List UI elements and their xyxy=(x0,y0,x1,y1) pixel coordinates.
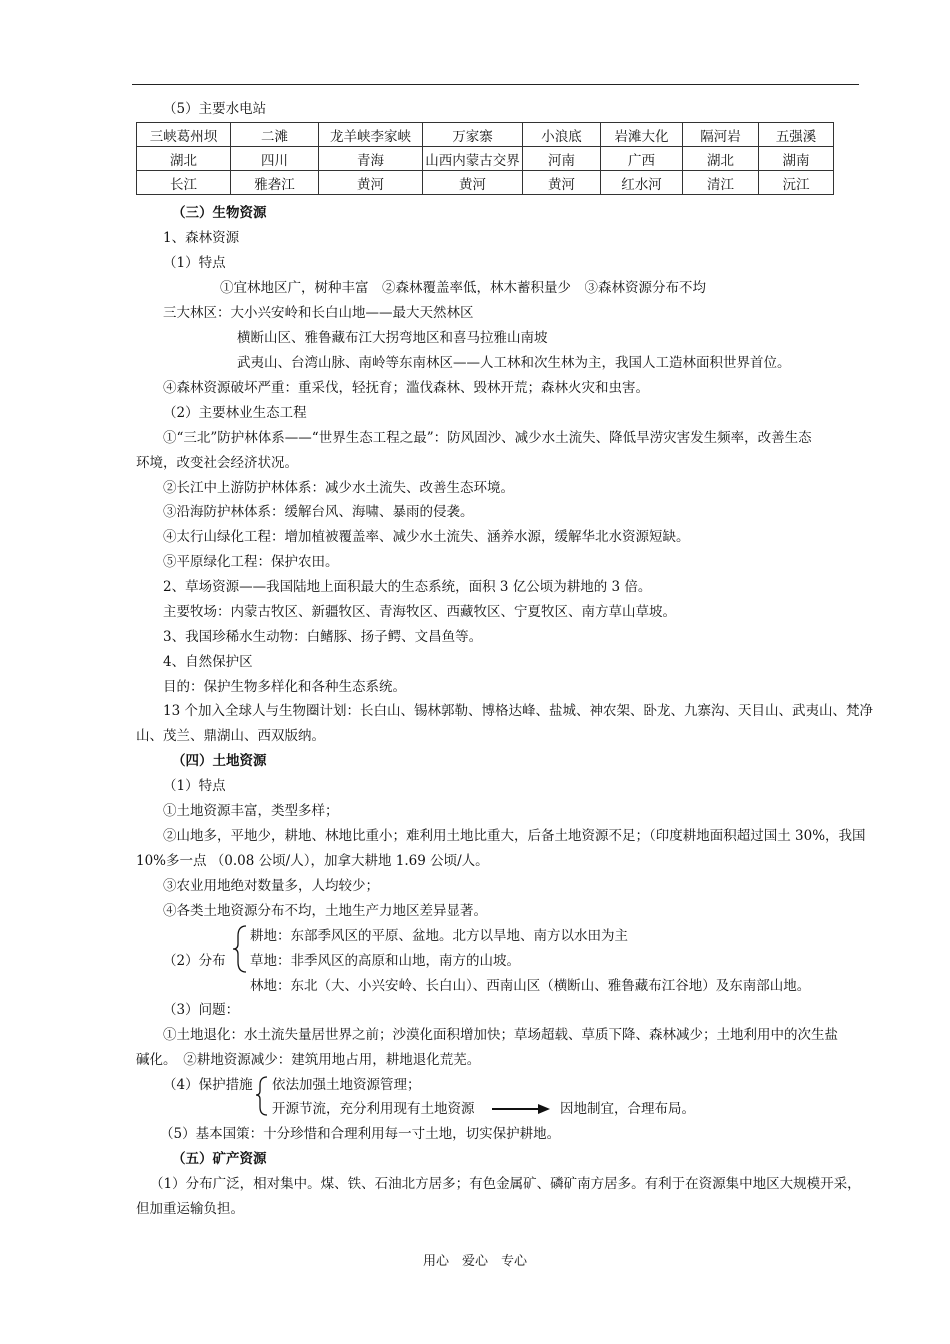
land-f2a: ②山地多，平地少，耕地、林地比重小；难利用土地比重大，后备土地资源不足；（印度耕地面积超过国土 30%，我国 xyxy=(163,828,866,844)
land-f2b: 10%多一点 （0.08 公顷/人），加拿大耕地 1.69 公顷/人。 xyxy=(136,853,489,869)
land-f4: ④各类土地资源分布不均，土地生产力地区差异显著。 xyxy=(163,903,487,919)
hydro-heading: （5）主要水电站 xyxy=(163,101,267,117)
table-row xyxy=(137,171,834,195)
table-cell: 黄河 xyxy=(523,171,601,195)
section-title-land: （四）土地资源 xyxy=(172,753,267,769)
eco-1b: 环境，改变社会经济状况。 xyxy=(136,455,298,471)
table-cell: 沅江 xyxy=(759,171,834,195)
table-cell: 青海 xyxy=(319,147,423,171)
eco-title: （2）主要林业生态工程 xyxy=(163,405,307,421)
dist-label: （2）分布 xyxy=(163,953,226,969)
table-cell: 小浪底 xyxy=(523,123,601,147)
problem-a: ①土地退化：水土流失量居世界之前；沙漠化面积增加快；草场超载、草质下降、森林减少；土地利用中的次生盐 xyxy=(163,1027,838,1043)
reserve-title: 4、自然保护区 xyxy=(163,654,253,670)
table-row xyxy=(137,147,834,171)
table-cell: 万家寨 xyxy=(423,123,523,147)
table-cell: 黄河 xyxy=(423,171,523,195)
table-cell: 四川 xyxy=(231,147,319,171)
table-cell: 湖北 xyxy=(683,147,759,171)
protection-3: 因地制宜，合理布局。 xyxy=(560,1101,695,1117)
pasture: 主要牧场：内蒙古牧区、新疆牧区、青海牧区、西藏牧区、宁夏牧区、南方草山草坡。 xyxy=(163,604,676,620)
reserve-goal: 目的：保护生物多样化和各种生态系统。 xyxy=(163,679,406,695)
hydro-station-table xyxy=(136,122,834,195)
dist-forestland: 林地：东北（大、小兴安岭、长白山）、西南山区（横断山、雅鲁藏布江谷地）及东南部山地。 xyxy=(250,978,811,994)
reserve-list-b: 山、茂兰、鼎湖山、西双版纳。 xyxy=(136,728,325,744)
mineral-text-b: 但加重运输负担。 xyxy=(136,1201,244,1217)
table-cell: 龙羊峡李家峡 xyxy=(319,123,423,147)
header-rule xyxy=(132,84,859,85)
table-row xyxy=(137,123,834,147)
table-cell: 黄河 xyxy=(319,171,423,195)
grassland: 2、草场资源——我国陆地上面积最大的生态系统，面积 3 亿公顷为耕地的 3 倍。 xyxy=(163,579,652,595)
table-cell: 雅砻江 xyxy=(231,171,319,195)
section-title-mineral: （五）矿产资源 xyxy=(172,1151,267,1167)
table-cell: 长江 xyxy=(137,171,231,195)
table-cell: 湖北 xyxy=(137,147,231,171)
three-regions-2: 横断山区、雅鲁藏布江大拐弯地区和喜马拉雅山南坡 xyxy=(237,330,548,346)
dist-grassland: 草地：非季风区的高原和山地，南方的山坡。 xyxy=(250,953,520,969)
protection-brace xyxy=(255,1075,269,1117)
forest-damage: ④森林资源破坏严重：重采伐，轻抚育；滥伐森林、毁林开荒；森林火灾和虫害。 xyxy=(163,380,649,396)
table-cell: 五强溪 xyxy=(759,123,834,147)
forest-feature-text: ①宜林地区广，树种丰富 ②森林覆盖率低，林木蓄积量少 ③森林资源分布不均 xyxy=(220,280,706,296)
eco-5: ⑤平原绿化工程：保护农田。 xyxy=(163,554,339,570)
protection-label: （4）保护措施 xyxy=(163,1077,253,1093)
land-f3: ③农业用地绝对数量多，人均较少； xyxy=(163,878,379,894)
three-regions-3: 武夷山、台湾山脉、南岭等东南林区——人工林和次生林为主，我国人工造林面积世界首位。 xyxy=(237,355,791,371)
eco-3: ③沿海防护林体系：缓解台风、海啸、暴雨的侵袭。 xyxy=(163,504,474,520)
table-cell: 二滩 xyxy=(231,123,319,147)
land-feature-title: （1）特点 xyxy=(163,778,226,794)
table-cell: 红水河 xyxy=(601,171,683,195)
protection-1: 依法加强土地资源管理； xyxy=(272,1077,421,1093)
table-cell: 河南 xyxy=(523,147,601,171)
forest-feature-title: （1）特点 xyxy=(163,255,226,271)
arrow-icon xyxy=(490,1101,554,1117)
protection-2: 开源节流，充分利用现有土地资源 xyxy=(272,1101,475,1117)
table-cell: 山西内蒙古交界 xyxy=(423,147,523,171)
land-f1: ①土地资源丰富，类型多样； xyxy=(163,803,339,819)
distribution-brace xyxy=(232,924,248,974)
table-cell: 清江 xyxy=(683,171,759,195)
table-cell: 隔河岩 xyxy=(683,123,759,147)
dist-cropland: 耕地：东部季风区的平原、盆地。北方以旱地、南方以水田为主 xyxy=(250,928,628,944)
mineral-text-a: （1）分布广泛，相对集中。煤、铁、石油北方居多；有色金属矿、磷矿南方居多。有利于在资源集中地区大规模开采， xyxy=(150,1176,861,1192)
three-regions-1: 三大林区：大小兴安岭和长白山地——最大天然林区 xyxy=(163,305,474,321)
table-cell: 湖南 xyxy=(759,147,834,171)
problem-title: （3）问题： xyxy=(163,1002,240,1018)
problem-b: 碱化。 ②耕地资源减少：建筑用地占用，耕地退化荒芜。 xyxy=(136,1052,481,1068)
page-footer: 用心 爱心 专心 xyxy=(422,1254,527,1269)
eco-4: ④太行山绿化工程：增加植被覆盖率、减少水土流失、涵养水源，缓解华北水资源短缺。 xyxy=(163,529,690,545)
table-cell: 岩滩大化 xyxy=(601,123,683,147)
section-title-bio: （三）生物资源 xyxy=(172,205,267,221)
reserve-list-a: 13 个加入全球人与生物圈计划：长白山、锡林郭勒、博格达峰、盐城、神农架、卧龙、九寨沟、天目山、武夷山、梵净 xyxy=(163,703,873,719)
forest-title: 1、森林资源 xyxy=(163,230,240,246)
table-cell: 三峡葛州坝 xyxy=(137,123,231,147)
land-policy: （5）基本国策：十分珍惜和合理利用每一寸土地，切实保护耕地。 xyxy=(160,1126,561,1142)
table-cell: 广西 xyxy=(601,147,683,171)
rare-animals: 3、我国珍稀水生动物：白鳍豚、扬子鳄、文昌鱼等。 xyxy=(163,629,483,645)
eco-1a: ①“三北”防护林体系——“世界生态工程之最”：防风固沙、减少水土流失、降低旱涝灾害发生频率，改善生态 xyxy=(163,430,812,446)
eco-2: ②长江中上游防护林体系：减少水土流失、改善生态环境。 xyxy=(163,480,514,496)
